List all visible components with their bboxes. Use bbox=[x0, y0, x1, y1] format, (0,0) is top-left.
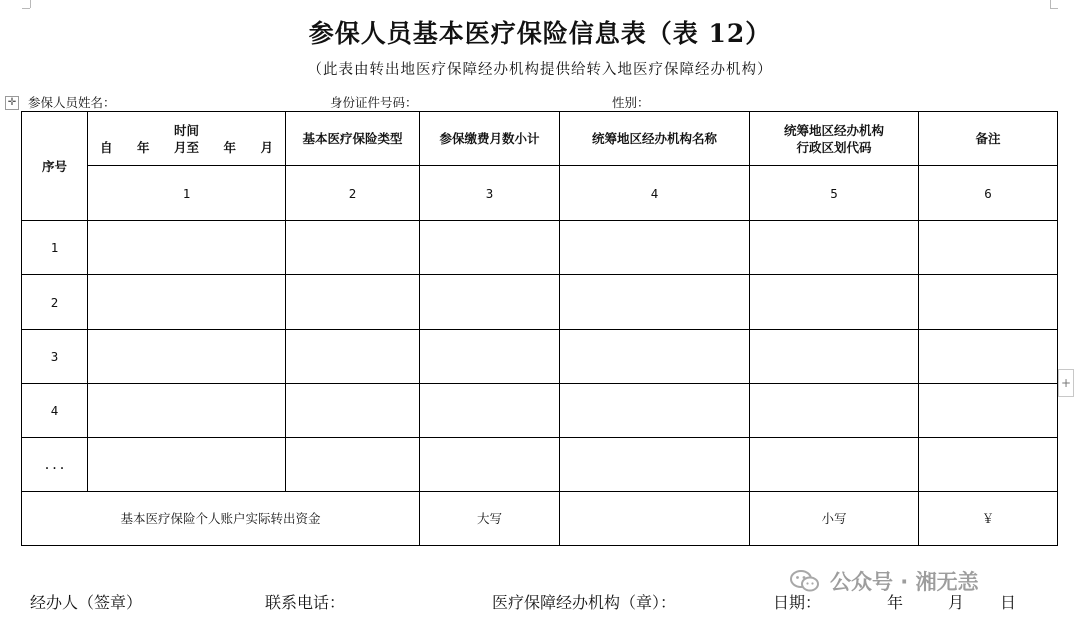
gender-field-label: 性别： bbox=[612, 95, 650, 110]
table-cell[interactable] bbox=[919, 384, 1058, 438]
move-icon[interactable]: ✛ bbox=[5, 96, 19, 110]
name-field-label: 参保人员姓名： bbox=[28, 95, 116, 110]
table-cell[interactable] bbox=[919, 438, 1058, 492]
header-time bbox=[88, 112, 286, 166]
lowercase-amount-cell[interactable]: ￥ bbox=[919, 492, 1058, 546]
table-row bbox=[22, 221, 1058, 275]
date-label: 日期： bbox=[773, 593, 822, 612]
date-month: 月 bbox=[948, 593, 965, 612]
contact-phone-label: 联系电话： bbox=[265, 593, 346, 612]
header-remarks: 备注 bbox=[919, 112, 1058, 166]
table-cell[interactable] bbox=[560, 330, 750, 384]
table-cell[interactable] bbox=[420, 221, 560, 275]
table-cell[interactable] bbox=[750, 275, 919, 330]
page-subtitle: （此表由转出地医疗保障经办机构提供给转入地医疗保障经办机构） bbox=[307, 62, 773, 78]
row-number: 1 bbox=[22, 221, 88, 275]
page-corner-mark bbox=[30, 0, 31, 8]
table-cell[interactable] bbox=[919, 330, 1058, 384]
page-title: 参保人员基本医疗保险信息表（表 12） bbox=[308, 19, 772, 48]
table-cell[interactable] bbox=[750, 384, 919, 438]
column-number: 2 bbox=[286, 166, 420, 221]
row-number: 4 bbox=[22, 384, 88, 438]
table-cell[interactable] bbox=[88, 221, 286, 275]
table-cell[interactable] bbox=[919, 221, 1058, 275]
column-number: 6 bbox=[919, 166, 1058, 221]
date-year: 年 bbox=[887, 593, 904, 612]
table-cell[interactable] bbox=[88, 438, 286, 492]
table-row bbox=[22, 275, 1058, 330]
table-cell[interactable] bbox=[286, 221, 420, 275]
row-number: ... bbox=[22, 438, 88, 492]
table-cell[interactable] bbox=[286, 330, 420, 384]
table-cell[interactable] bbox=[420, 438, 560, 492]
wechat-icon bbox=[790, 569, 820, 593]
table-cell[interactable] bbox=[286, 438, 420, 492]
header-time-title: 时间 bbox=[173, 122, 199, 138]
table-cell[interactable] bbox=[560, 438, 750, 492]
table-cell[interactable] bbox=[88, 384, 286, 438]
uppercase-amount-cell[interactable] bbox=[560, 492, 750, 546]
table-cell[interactable] bbox=[420, 275, 560, 330]
table-cell[interactable] bbox=[560, 221, 750, 275]
table-cell[interactable] bbox=[560, 275, 750, 330]
column-number: 5 bbox=[750, 166, 919, 221]
uppercase-amount-label: 大写 bbox=[420, 492, 560, 546]
table-cell[interactable] bbox=[420, 330, 560, 384]
insurance-info-table bbox=[21, 111, 1058, 546]
table-header-row bbox=[22, 112, 1058, 166]
column-number-row bbox=[22, 166, 1058, 221]
column-number: 1 bbox=[88, 166, 286, 221]
table-row bbox=[22, 384, 1058, 438]
table-cell[interactable] bbox=[750, 221, 919, 275]
add-icon[interactable]: + bbox=[1058, 369, 1074, 397]
time-year1: 年 bbox=[136, 139, 150, 155]
table-row bbox=[22, 438, 1058, 492]
table-cell[interactable] bbox=[560, 384, 750, 438]
table-cell[interactable] bbox=[286, 384, 420, 438]
table-row bbox=[22, 330, 1058, 384]
page-corner-mark bbox=[1050, 8, 1058, 9]
row-number: 3 bbox=[22, 330, 88, 384]
summary-row bbox=[22, 492, 1058, 546]
watermark-text: 公众号 · 湘无恙 bbox=[830, 570, 979, 594]
header-time-range bbox=[88, 139, 285, 156]
table-cell[interactable] bbox=[88, 275, 286, 330]
row-number: 2 bbox=[22, 275, 88, 330]
table-cell[interactable] bbox=[88, 330, 286, 384]
header-region-code-line2: 行政区划代码 bbox=[796, 139, 872, 155]
time-year2: 年 bbox=[223, 139, 236, 155]
header-region-code-line1: 统筹地区经办机构 bbox=[783, 122, 884, 138]
page-corner-mark bbox=[1050, 0, 1051, 8]
column-number: 3 bbox=[420, 166, 560, 221]
agency-seal-label: 医疗保障经办机构（章）： bbox=[492, 593, 677, 612]
header-seq: 序号 bbox=[22, 112, 88, 221]
header-insurance-type: 基本医疗保险类型 bbox=[286, 112, 420, 166]
page-corner-mark bbox=[22, 8, 30, 9]
id-number-field-label: 身份证件号码： bbox=[330, 95, 418, 110]
header-months-subtotal: 参保缴费月数小计 bbox=[420, 112, 560, 166]
table-cell[interactable] bbox=[919, 275, 1058, 330]
column-number: 4 bbox=[560, 166, 750, 221]
table-cell[interactable] bbox=[420, 384, 560, 438]
table-cell[interactable] bbox=[750, 438, 919, 492]
watermark bbox=[790, 566, 979, 596]
time-month2: 月 bbox=[260, 139, 273, 155]
header-region-code bbox=[750, 112, 919, 166]
time-month-to: 月至 bbox=[173, 139, 199, 155]
handler-signature-label: 经办人（签章） bbox=[30, 593, 143, 612]
header-agency-name: 统筹地区经办机构名称 bbox=[560, 112, 750, 166]
table-cell[interactable] bbox=[750, 330, 919, 384]
table-cell[interactable] bbox=[286, 275, 420, 330]
date-day: 日 bbox=[1000, 593, 1017, 612]
time-from: 自 bbox=[100, 139, 113, 155]
lowercase-amount-label: 小写 bbox=[750, 492, 919, 546]
transfer-funds-label: 基本医疗保险个人账户实际转出资金 bbox=[22, 492, 420, 546]
